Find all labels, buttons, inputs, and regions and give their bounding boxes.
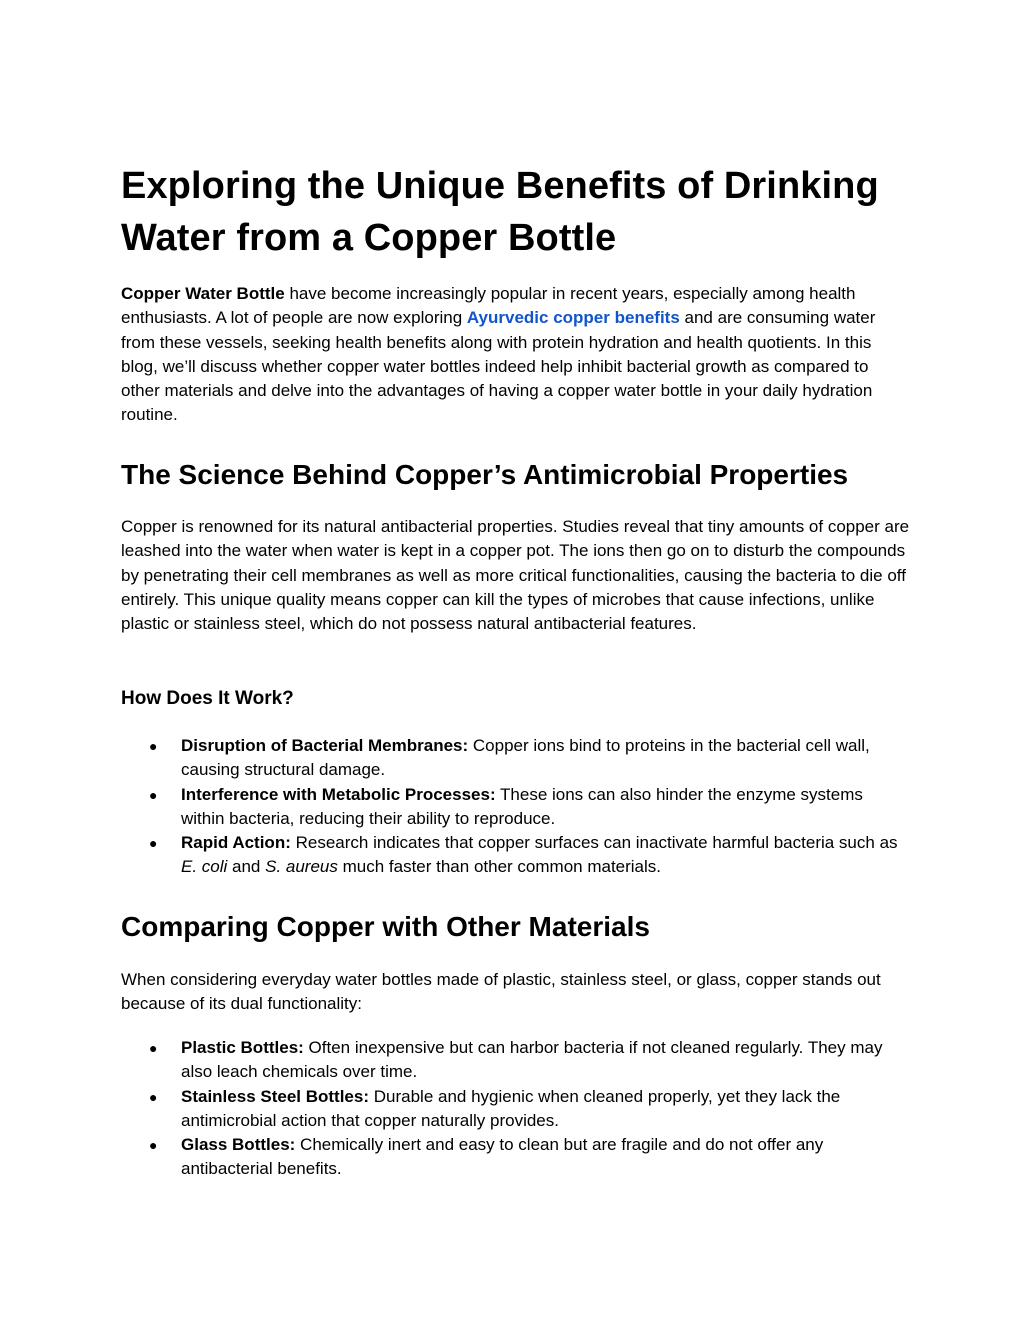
subheading-how-does-it-work: How Does It Work? bbox=[121, 688, 294, 709]
intro-text-2: and are consuming water from these vessels, seeking health benefits along with protein hydration and health quotients. In this blog, we’ll discuss whether copper water bottles indeed help inhibit bacterial growth as compared to other materials and delve into the advantages of having a copper water bottle in your daily hydration routine. bbox=[121, 308, 876, 425]
bullet-icon: ● bbox=[149, 738, 158, 754]
bullet-icon: ● bbox=[149, 1137, 158, 1154]
list-item-text: Often inexpensive but can harbor bacteria if not cleaned regularly. They may also leach chemicals over time. bbox=[181, 1038, 883, 1082]
section-heading-comparing: Comparing Copper with Other Materials bbox=[121, 911, 650, 942]
materials-list bbox=[121, 1036, 911, 1182]
list-item-text: These ions can also hinder the enzyme systems within bacteria, reducing their ability to reproduce. bbox=[181, 784, 863, 828]
list-item bbox=[121, 734, 911, 783]
list-item-text: Chemically inert and easy to clean but are fragile and do not offer any antibacterial benefits. bbox=[181, 1135, 824, 1179]
intro-text-1: have become increasingly popular in recent years, especially among health enthusiasts. A lot of people are now exploring bbox=[121, 284, 856, 328]
list-item-bold: Glass Bottles: bbox=[181, 1135, 296, 1155]
list-item-text: Research indicates that copper surfaces can inactivate harmful bacteria such as bbox=[290, 833, 898, 853]
list-item bbox=[121, 1085, 911, 1134]
species-e-coli: E. coli bbox=[181, 857, 228, 877]
bullet-icon: ● bbox=[149, 786, 158, 803]
science-paragraph: Copper is renowned for its natural antibacterial properties. Studies reveal that tiny amounts of copper are leashed into the water when water is kept in a copper pot. The ions then go on to disturb the compounds by penetrating their cell membranes as well as more critical functionalities, causing the bacteria to die off entirely. This unique quality means copper can kill the types of microbes that cause infections, unlike plastic or stainless steel, which do not possess natural antibacterial features. bbox=[121, 517, 910, 634]
list-item-bold: Disruption of Bacterial Membranes: bbox=[181, 736, 469, 755]
list-item bbox=[121, 831, 911, 880]
intro-lead-bold: Copper Water Bottle bbox=[121, 284, 285, 303]
section-heading-science: The Science Behind Copper’s Antimicrobial Properties bbox=[121, 459, 849, 490]
intro-paragraph bbox=[121, 282, 911, 428]
bullet-icon: ● bbox=[149, 835, 158, 852]
article-title: Exploring the Unique Benefits of Drinking Water from a Copper Bottle bbox=[121, 165, 879, 259]
list-item bbox=[121, 1133, 911, 1182]
list-item-bold: Plastic Bottles: bbox=[181, 1038, 304, 1057]
how-it-works-list bbox=[121, 734, 911, 880]
list-item-bold: Stainless Steel Bottles: bbox=[181, 1086, 370, 1106]
species-s-aureus: S. aureus bbox=[265, 857, 338, 877]
bullet-icon: ● bbox=[149, 1088, 158, 1105]
list-item bbox=[121, 783, 911, 832]
list-item-text: much faster than other common materials. bbox=[337, 857, 662, 877]
ayurvedic-copper-benefits-link[interactable]: Ayurvedic copper benefits bbox=[466, 308, 680, 328]
list-item bbox=[121, 1036, 911, 1085]
list-item-text: and bbox=[227, 857, 266, 877]
list-item-bold: Rapid Action: bbox=[181, 833, 291, 853]
list-item-bold: Interference with Metabolic Processes: bbox=[181, 784, 496, 804]
comparing-paragraph: When considering everyday water bottles made of plastic, stainless steel, or glass, copper stands out because of its dual functionality: bbox=[121, 970, 881, 1014]
list-item-text: Durable and hygienic when cleaned properly, yet they lack the antimicrobial action that copper naturally provides. bbox=[181, 1086, 841, 1130]
list-item-text: Copper ions bind to proteins in the bacterial cell wall, causing structural damage. bbox=[181, 736, 870, 780]
bullet-icon: ● bbox=[149, 1040, 158, 1056]
